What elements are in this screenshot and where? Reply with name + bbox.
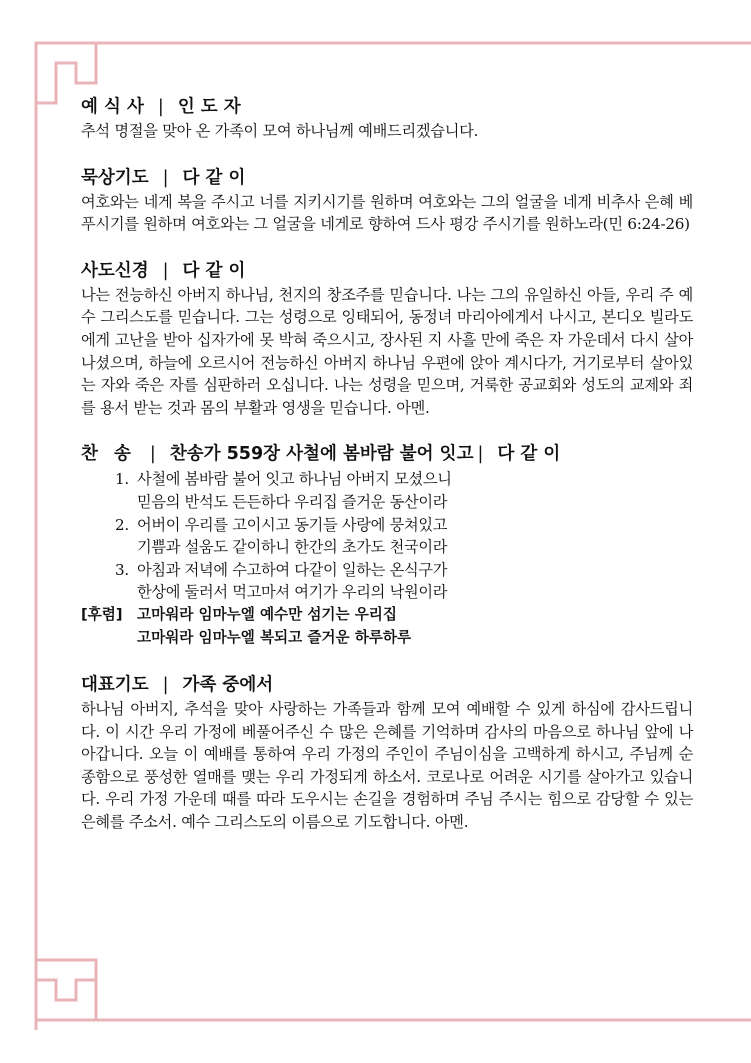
hymn-title: 찬송가 559장 사철에 봄바람 불어 잇고 xyxy=(169,444,474,465)
section-title: 사도신경 xyxy=(81,260,149,281)
refrain-line: 고마워라 임마누엘 복되고 즐거운 하루하루 xyxy=(137,628,412,646)
verse-line: 한상에 둘러서 먹고마셔 여기가 우리의 낙원이라 xyxy=(137,583,448,602)
section-heading xyxy=(81,166,693,190)
section-role: 다 같 이 xyxy=(497,444,561,465)
verse-number: 1. xyxy=(115,470,129,489)
divider: | xyxy=(162,260,169,281)
refrain-tag: [후렴] xyxy=(81,605,123,623)
section-text: 하나님 아버지, 추석을 맞아 사랑하는 가족들과 함께 모여 예배할 수 있게 하심에 감사드립니다. 이 시간 우리 가정에 베풀어주신 수 많은 은혜를 기억하며 감사의 마음으로 하나님 앞에 나아갑니다. 오늘 이 예배를 통하여 우리 가정의 주인이 주님이심을 고백하게 하시고, 주님께 순종함으로 풍성한 열매를 맺는 우리 가정되게 하소서. 코로나로 어려운 시기를 살아가고 있습니다. 우리 가정 가운데 때를 따라 도우시는 손길을 경험하며 주님 주시는 힘으로 감당할 수 있는 은혜를 주소서. 예수 그리스도의 이름으로 기도합니다. 아멘. xyxy=(81,700,693,832)
section-text: 나는 전능하신 아버지 하나님, 천지의 창조주를 믿습니다. 나는 그의 유일하신 아들, 우리 주 예수 그리스도를 믿습니다. 그는 성령으로 잉태되어, 동정녀 마리아에게서 나시고, 본디오 빌라도에게 고난을 받아 십자가에 못 박혀 죽으시고, 장사된 지 사흘 만에 죽은 자 가운데서 다시 살아나셨으며, 하늘에 오르시어 전능하신 아버지 하나님 우편에 앉아 계시다가, 거기로부터 살아있는 자와 죽은 자를 심판하러 오십니다. 나는 성령을 믿으며, 거룩한 공교회와 성도의 교제와 죄를 용서 받는 것과 몸의 부활과 영생을 믿습니다. 아멘. xyxy=(81,285,693,417)
verse-line: 아침과 저녁에 수고하여 다같이 일하는 온식구가 xyxy=(137,560,448,579)
divider: | xyxy=(162,167,169,188)
section-text: 여호와는 네게 복을 주시고 너를 지키시기를 원하며 여호와는 그의 얼굴을 네게 비추사 은혜 베푸시기를 원하며 여호와는 그 얼굴을 네게로 향하여 드사 평강 주시기를 원하노라(민 6:24-26) xyxy=(81,192,693,234)
hymn-refrain xyxy=(81,604,693,649)
verse-line: 어버이 우리를 고이시고 동기들 사랑에 뭉쳐있고 xyxy=(137,515,448,534)
hymn-verse xyxy=(81,468,693,513)
refrain-line: 고마워라 임마누엘 예수만 섬기는 우리집 xyxy=(137,605,397,623)
hymn-verses xyxy=(81,468,693,604)
worship-order xyxy=(81,95,693,834)
hymn-verse xyxy=(81,514,693,559)
divider: | xyxy=(477,444,484,465)
divider: | xyxy=(149,444,156,465)
verse-line: 사철에 봄바람 불어 잇고 하나님 아버지 모셨으니 xyxy=(137,470,452,489)
section-heading xyxy=(81,95,693,119)
hymn-verse xyxy=(81,559,693,604)
section-role: 다 같 이 xyxy=(182,260,246,281)
verse-number: 2. xyxy=(115,515,129,534)
section-creed xyxy=(81,259,693,420)
verse-number: 3. xyxy=(115,560,129,579)
verse-line: 기쁨과 설움도 같이하니 한간의 초가도 천국이라 xyxy=(137,538,448,557)
section-heading xyxy=(81,673,693,697)
section-prayer xyxy=(81,673,693,834)
verse-line: 믿음의 반석도 든든하다 우리집 즐거운 동산이라 xyxy=(137,492,448,511)
section-title: 찬 송 xyxy=(81,444,136,465)
section-heading xyxy=(81,259,693,283)
section-title: 대표기도 xyxy=(81,675,149,696)
section-role: 인 도 자 xyxy=(177,97,241,117)
section-heading xyxy=(81,442,693,466)
section-hymn xyxy=(81,442,693,649)
section-role: 다 같 이 xyxy=(182,167,246,188)
section-role: 가족 중에서 xyxy=(182,675,274,696)
section-meditation xyxy=(81,166,693,236)
section-text: 추석 명절을 맞아 온 가족이 모여 하나님께 예배드리겠습니다. xyxy=(81,122,479,140)
section-title: 예 식 사 xyxy=(81,97,144,117)
section-title: 묵상기도 xyxy=(81,167,149,188)
divider: | xyxy=(162,675,169,696)
section-invocation xyxy=(81,95,693,143)
divider: | xyxy=(157,97,164,117)
